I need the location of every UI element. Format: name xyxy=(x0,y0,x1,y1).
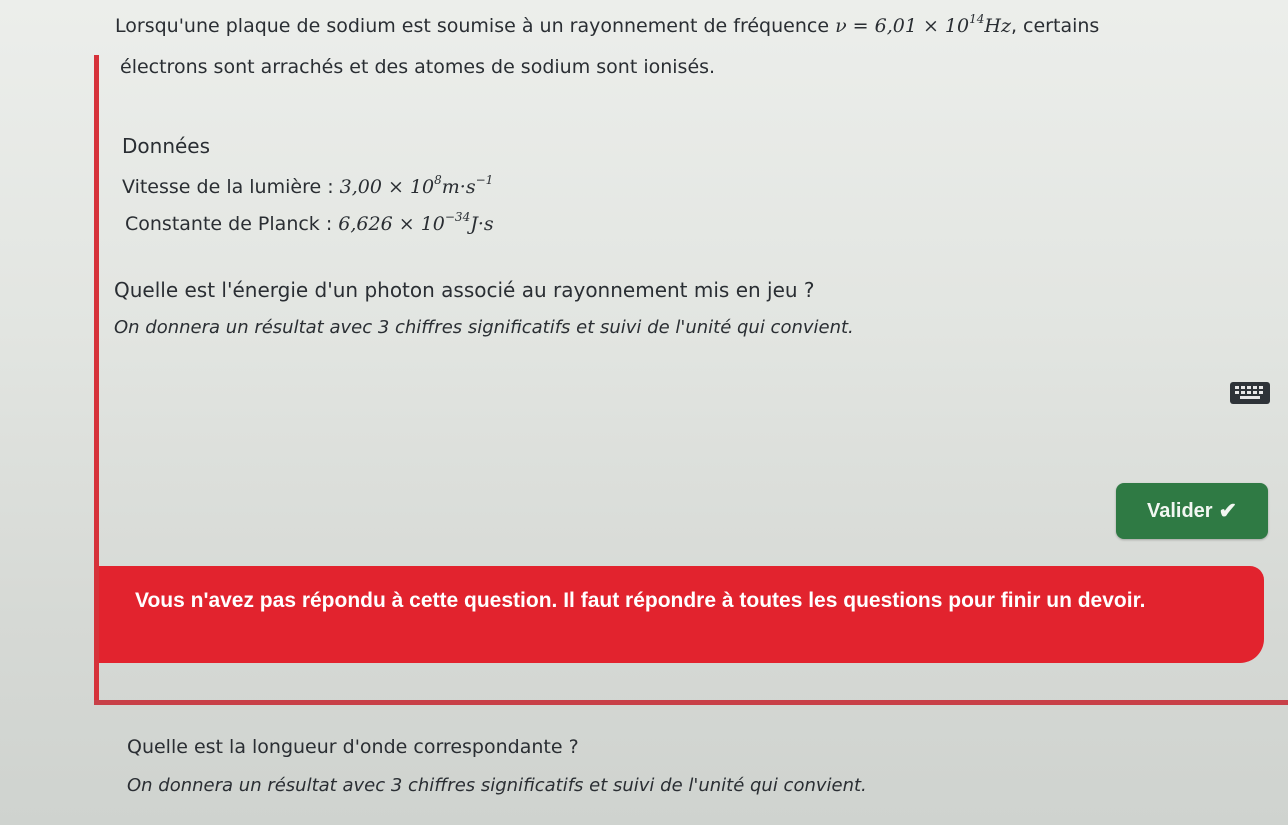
data-heading: Données xyxy=(122,134,211,158)
error-message: Vous n'avez pas répondu à cette question. Il faut répondre à toutes les questions pour finir un devoir. xyxy=(135,589,1146,612)
check-icon: ✔ xyxy=(1218,498,1238,523)
answer-instruction: On donnera un résultat avec 3 chiffres significatifs et suivi de l'unité qui convient. xyxy=(114,317,854,338)
keyboard-icon[interactable] xyxy=(1230,382,1270,404)
problem-statement-line2: électrons sont arrachés et des atomes de sodium sont ionisés. xyxy=(120,56,716,78)
speed-of-light-line xyxy=(122,172,494,199)
frequency-formula: $\nu = 6,01 \times 10^{14}Hz$ xyxy=(835,11,1011,37)
next-question-text: Quelle est la longueur d'onde correspondante ? xyxy=(127,736,579,758)
validate-button[interactable] xyxy=(1116,483,1268,539)
question-bottom-border xyxy=(94,700,1288,705)
speed-of-light-value: $3,00 \times 10^8m\cdot s^{-1}$ xyxy=(339,172,494,198)
planck-constant-value: $6,626 \times 10^{-34}J\cdot s$ xyxy=(338,209,494,235)
planck-constant-label: Constante de Planck : xyxy=(125,213,333,235)
question-text: Quelle est l'énergie d'un photon associé au rayonnement mis en jeu ? xyxy=(114,278,815,302)
problem-statement-line1: Lorsqu'une plaque de sodium est soumise à un rayonnement de fréquence $\nu = 6,01 \times 10^{14}Hz$, certains xyxy=(115,11,1100,37)
planck-constant-line xyxy=(125,209,494,236)
error-banner xyxy=(99,566,1264,663)
next-answer-instruction: On donnera un résultat avec 3 chiffres significatifs et suivi de l'unité qui convient. xyxy=(127,775,867,796)
speed-of-light-label: Vitesse de la lumière : xyxy=(122,176,334,198)
validate-button-label: Valider xyxy=(1146,499,1213,522)
